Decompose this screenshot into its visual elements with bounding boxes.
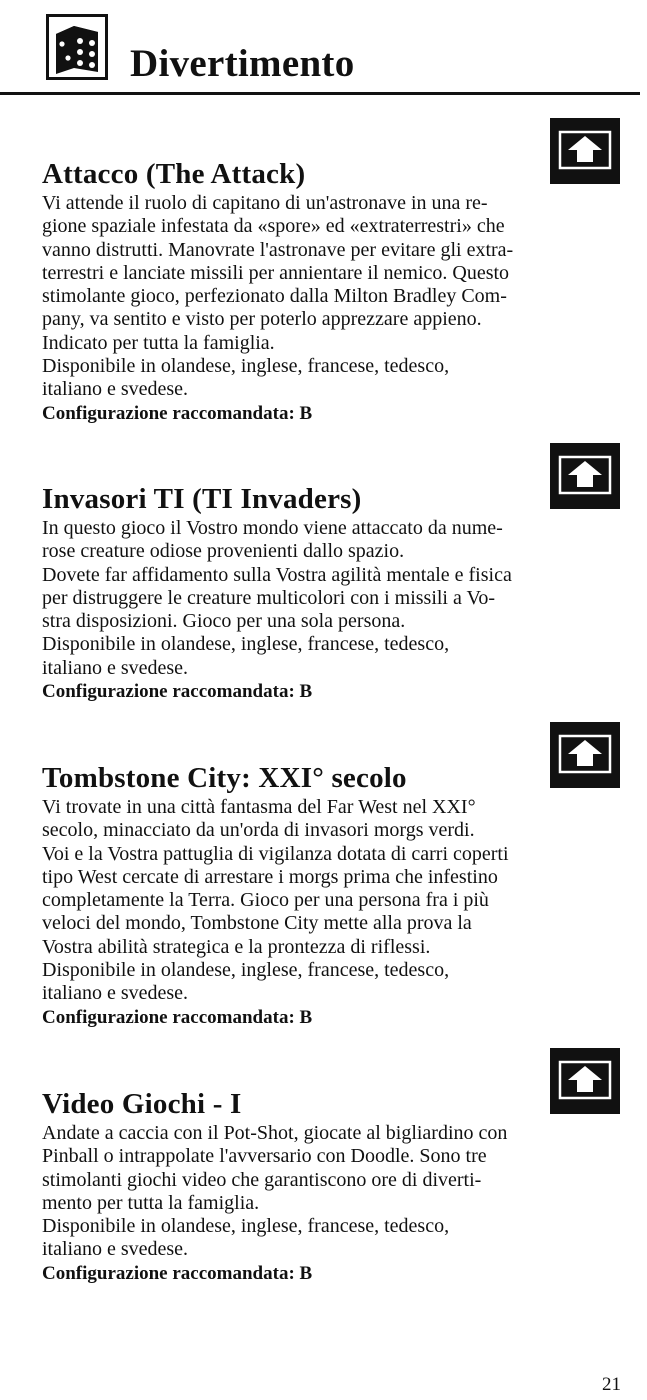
entry-config: Configurazione raccomandata: B [42,1006,313,1028]
dice-icon [46,14,108,80]
entry-description: In questo gioco il Vostro mondo viene attaccato da nume- rose creature odiose provenienti dallo spazio. Dovete far affidamento sulla Vostra agilità mentale e fisica per distruggere le creature multicolori con i missili a Vo- stra disposizioni. Gioco per una sola persona. [42,517,512,633]
home-arrow-icon [550,443,620,509]
page-number: 21 [602,1374,621,1395]
entry-availability: Disponibile in olandese, inglese, francese, tedesco, italiano e svedese. [42,355,450,401]
entry-availability: Disponibile in olandese, inglese, francese, tedesco, italiano e svedese. [42,959,450,1005]
page-title: Divertimento [130,42,355,85]
game-entry-tombstone [42,722,622,1029]
entry-title: Invasori TI (TI Invaders) [42,483,362,515]
game-entry-attacco [42,118,622,425]
entry-availability: Disponibile in olandese, inglese, francese, tedesco, italiano e svedese. [42,1215,450,1261]
entry-config: Configurazione raccomandata: B [42,402,313,424]
home-arrow-icon [550,722,620,788]
entry-title: Attacco (The Attack) [42,158,306,190]
entry-description: Vi trovate in una città fantasma del Far West nel XXI° secolo, minacciato da un'orda di invasori morgs verdi. Voi e la Vostra pattuglia di vigilanza dotata di carri coperti tipo West cercate di arrestare i morgs prima che infestino completamente la Terra. Gioco per una persona fra i più veloci del mondo, Tombstone City mette alla prova la Vostra abilità strategica e la prontezza di riflessi. [42,796,509,958]
header-divider [0,92,640,95]
page-header [0,0,647,96]
game-entry-video-giochi [42,1048,622,1285]
entry-description: Vi attende il ruolo di capitano di un'astronave in una re- gione spaziale infestata da «spore» ed «extraterrestri» che vanno distrutti. Manovrate l'astronave per evitare gli extra- terrestri e lanciate missili per annientare il nemico. Questo stimolante gioco, perfezionato dalla Milton Bradley Com- pany, va sentito e visto per poterlo apprezzare appieno. Indicato per tutta la famiglia. [42,192,514,354]
game-entry-invasori [42,443,622,703]
entry-config: Configurazione raccomandata: B [42,681,313,703]
entry-title: Tombstone City: XXI° secolo [42,762,407,794]
home-arrow-icon [550,118,620,184]
entry-title: Video Giochi - I [42,1088,242,1120]
entry-description: Andate a caccia con il Pot-Shot, giocate al bigliardino con Pinball o intrappolate l'avversario con Doodle. Sono tre stimolanti giochi video che garantiscono ore di diverti- mento per tutta la famiglia. [42,1122,508,1214]
home-arrow-icon [550,1048,620,1114]
entry-availability: Disponibile in olandese, inglese, francese, tedesco, italiano e svedese. [42,633,450,679]
entry-config: Configurazione raccomandata: B [42,1262,313,1284]
